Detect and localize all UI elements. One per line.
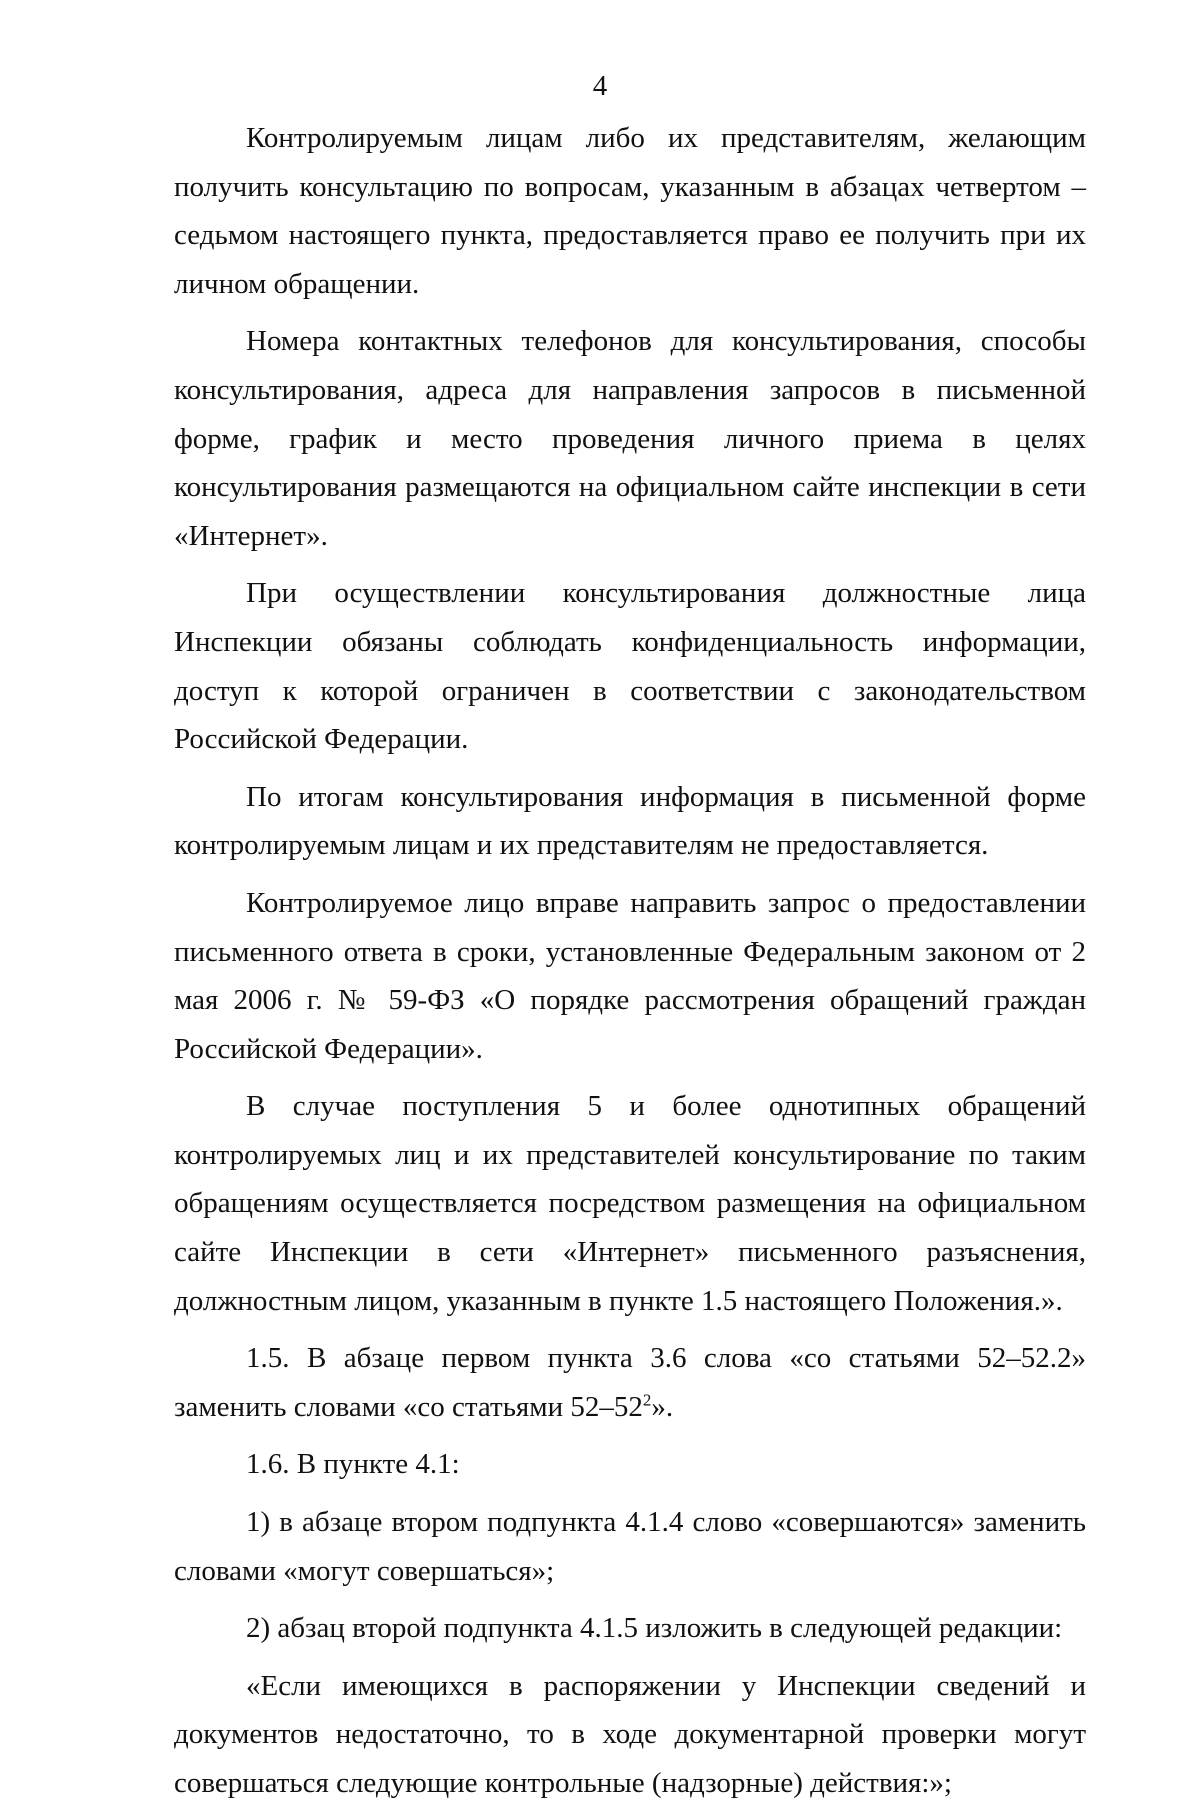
superscript-number: 2 bbox=[642, 1390, 652, 1410]
paragraph-subitem-2: 2) абзац второй подпункта 4.1.5 изложить в следующей редакции: bbox=[246, 1612, 1063, 1645]
item-1-5-ending: ». bbox=[651, 1390, 674, 1423]
paragraph-no-written-info: По итогам консультирования информация в письменной форме контролируемым лицам и их представителям не предоставляется. bbox=[174, 780, 1086, 862]
document-body bbox=[174, 114, 1086, 1808]
paragraph-confidentiality: При осуществлении консультирования должностные лица Инспекции обязаны соблюдать конфиденциальность информации, доступ к которой ограничен в соответствии с законодательством Российской Федерации. bbox=[174, 577, 1086, 756]
paragraph-contact-info: Номера контактных телефонов для консультирования, способы консультирования, адреса для направления запросов в письменной форме, график и место проведения личного приема в целях консультирования размещаются на официальном сайте инспекции в сети «Интернет». bbox=[174, 325, 1086, 552]
page-number: 4 bbox=[592, 70, 608, 102]
paragraph-written-request: Контролируемое лицо вправе направить запрос о предоставлении письменного ответа в сроки, установленные Федеральным законом от 2 мая 2006 г. № 59-ФЗ «О порядке рассмотрения обращений граждан Российской Федерации». bbox=[174, 886, 1086, 1065]
paragraph-new-wording: «Если имеющихся в распоряжении у Инспекции сведений и документов недостаточно, то в ходе документарной проверки могут совершаться следующие контрольные (надзорные) действия:»; bbox=[174, 1669, 1086, 1799]
paragraph-subitem-1: 1) в абзаце втором подпункта 4.1.4 слово «совершаются» заменить словами «могут совершаться»; bbox=[174, 1506, 1086, 1587]
paragraph-item-1-6: 1.6. В пункте 4.1: bbox=[246, 1448, 460, 1481]
item-1-5-text: 1.5. В абзаце первом пункта 3.6 слова «со статьями 52–52.2» заменить словами «со статьями 52–52 bbox=[174, 1342, 1086, 1423]
paragraph-consultation-right: Контролируемым лицам либо их представителям, желающим получить консультацию по вопросам, указанным в абзацах четвертом – седьмом настоящего пункта, предоставляется право ее получить при их личном обращении. bbox=[174, 122, 1086, 300]
paragraph-item-1-5 bbox=[174, 1334, 1086, 1431]
paragraph-similar-appeals: В случае поступления 5 и более однотипных обращений контролируемых лиц и их представителей консультирование по таким обращениям осуществляется посредством размещения на официальном сайте Инспекции в сети «Интернет» письменного разъяснения, должностным лицом, указанным в пункте 1.5 настоящего Положения.». bbox=[174, 1090, 1086, 1317]
